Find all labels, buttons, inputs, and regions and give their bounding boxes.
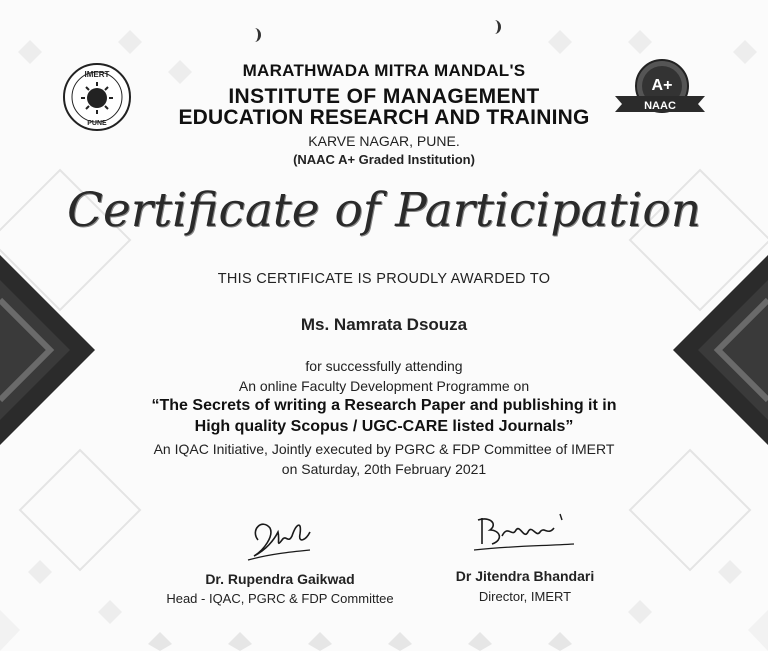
signatory-name: Dr Jitendra Bhandari xyxy=(455,568,595,584)
institution-address: KARVE NAGAR, PUNE. xyxy=(308,133,460,149)
signatory-name: Dr. Rupendra Gaikwad xyxy=(205,571,355,587)
certificate-title: Certificate of Participation xyxy=(67,183,701,238)
naac-grade: A+ xyxy=(651,77,673,94)
attending-text: for successfully attending xyxy=(305,358,463,374)
logo-top-text: IMERT xyxy=(84,70,110,79)
logo-bottom-text: PUNE xyxy=(87,120,107,127)
programme-text: An online Faculty Development Programme on xyxy=(238,378,530,394)
topic-line-2: High quality Scopus / UGC-CARE listed Journals” xyxy=(194,418,574,435)
recipient-name: Ms. Namrata Dsouza xyxy=(300,315,468,334)
event-date: on Saturday, 20th February 2021 xyxy=(281,461,487,477)
naac-label: NAAC xyxy=(644,100,676,112)
signatory-role: Head - IQAC, PGRC & FDP Committee xyxy=(166,591,394,606)
signature-bhandari xyxy=(470,510,580,560)
accreditation-text: (NAAC A+ Graded Institution) xyxy=(293,152,475,167)
institution-line-3: EDUCATION RESEARCH AND TRAINING xyxy=(178,106,590,129)
punch-mark xyxy=(488,20,501,34)
institution-line-1: MARATHWADA MITRA MANDAL'S xyxy=(242,61,526,80)
initiative-text: An IQAC Initiative, Jointly executed by PGRC & FDP Committee of IMERT xyxy=(153,441,615,457)
topic-line-1: “The Secrets of writing a Research Paper and publishing it in xyxy=(151,397,617,414)
signature-gaikwad xyxy=(240,510,315,565)
signatory-role: Director, IMERT xyxy=(478,589,572,604)
institution-line-2: INSTITUTE OF MANAGEMENT xyxy=(228,85,540,108)
punch-mark xyxy=(248,28,261,42)
awarded-to-text: THIS CERTIFICATE IS PROUDLY AWARDED TO xyxy=(217,271,551,287)
